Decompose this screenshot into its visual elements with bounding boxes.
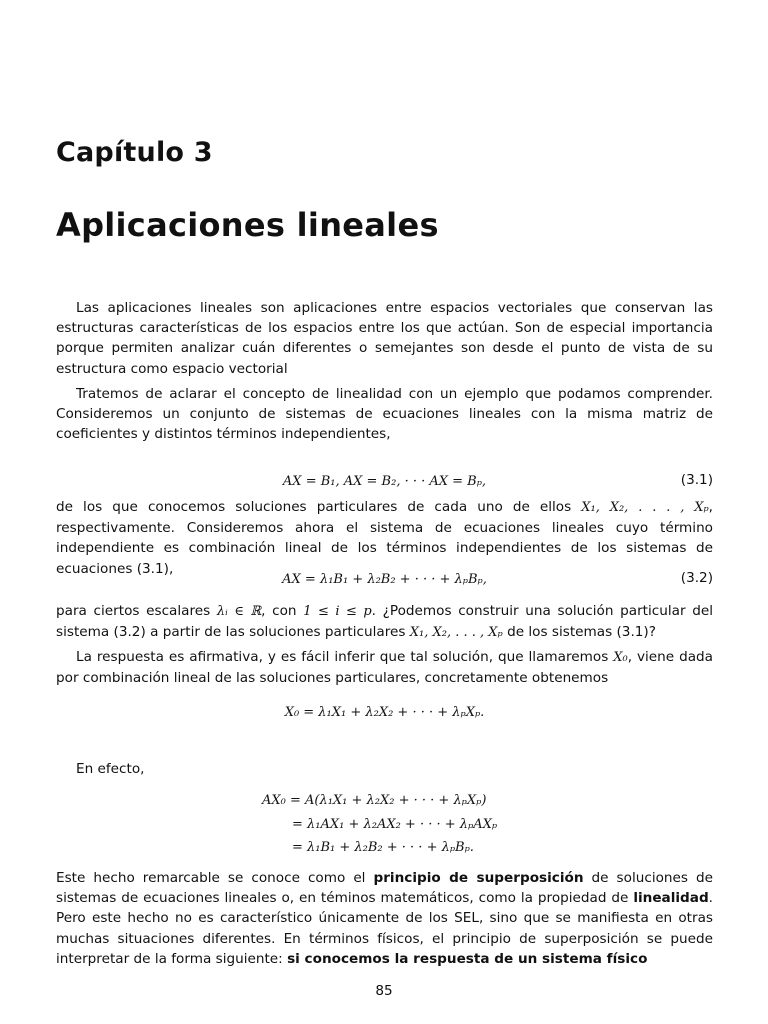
paragraph-text: de los sistemas (3.1)? [502,624,656,641]
paragraph-text: . Pero este hecho no es característico únicamente de los SEL, sino que se manifiesta en otras muchas situaciones diferentes. En términos físicos, el principio de superposición se puede interpretar de la forma siguiente: [56,890,713,967]
paragraph-text: Este hecho remarcable se conoce como el [56,870,374,886]
derivation-line: = λ₁B₁ + λ₂B₂ + · · · + λₚBₚ. [292,840,474,855]
equation-x0 [56,703,713,725]
inline-math: X₁, X₂, . . . , Xₚ [409,625,503,641]
paragraph-text: de los que conocemos soluciones particulares de cada uno de ellos [56,499,582,515]
paragraph-respuesta [56,647,713,688]
inline-math: λᵢ ∈ ℝ [216,604,262,619]
equation-3-2 [56,570,713,592]
paragraph-text: . ¿Podemos construir una solución particular del sistema (3.2) a partir de las soluciones particulares [56,603,713,641]
paragraph-soluciones [56,497,713,579]
bold-term: principio de superposición [373,870,584,886]
paragraph-text: de soluciones de sistemas de ecuaciones lineales o, en téminos matemáticos, como la propiedad de [56,870,713,907]
paragraph-text: , viene dada por combinación lineal de las soluciones particulares, concretamente obtenemos [56,649,714,687]
equation-x0-body: X₀ = λ₁X₁ + λ₂X₂ + · · · + λₚXₚ. [284,705,485,720]
derivation-line: AX₀ = A(λ₁X₁ + λ₂X₂ + · · · + λₚXₚ) [262,793,487,808]
derivation-line: = λ₁AX₁ + λ₂AX₂ + · · · + λₚAXₚ [292,816,498,832]
bold-term: linealidad [633,890,709,907]
equation-3-1 [56,472,713,494]
paragraph-linealidad: Tratemos de aclarar el concepto de linealidad con un ejemplo que podamos comprender. Consideremos un conjunto de sistemas de ecuaciones lineales con la misma matriz de coeficientes y distintos términos independientes, [56,386,713,443]
chapter-label: Capítulo 3 [56,137,213,168]
paragraph-escalares [56,601,713,643]
paragraph-text: , respectivamente. Consideremos ahora el sistema de ecuaciones lineales cuyo término independiente es combinación lineal de los términos independientes de los sistemas de ecuaciones (3.1), [56,499,713,577]
inline-math: X₁, X₂, . . . , Xₚ [581,500,709,515]
equation-3-2-body: AX = λ₁B₁ + λ₂B₂ + · · · + λₚBₚ, [282,572,487,587]
bold-term: si conocemos la respuesta de un sistema físico [287,950,648,967]
aligned-derivation [262,793,562,864]
chapter-title: Aplicaciones lineales [56,206,439,244]
inline-math: 1 ≤ i ≤ p [303,604,372,619]
equation-3-1-body: AX = B₁, AX = B₂, · · · AX = Bₚ, [282,474,487,489]
paragraph-text: La respuesta es afirmativa, y es fácil inferir que tal solución, que llamaremos [76,649,614,665]
paragraph-superposicion [56,868,713,969]
equation-3-2-number: (3.2) [680,570,713,586]
paragraph-text: para ciertos escalares [56,603,217,619]
equation-3-1-number: (3.1) [680,472,713,488]
paragraph-intro: Las aplicaciones lineales son aplicaciones entre espacios vectoriales que conservan las estructuras características de los espacios entre los que actúan. Son de especial importancia porque permiten analizar cuán diferentes o semejantes son desde el punto de vista de su estructura como espacio vectorial [56,300,713,377]
page-number: 85 [375,983,393,999]
paragraph-en-efecto: En efecto, [76,761,145,777]
inline-math: X₀ [613,650,628,665]
paragraph-text: , con [261,603,304,619]
